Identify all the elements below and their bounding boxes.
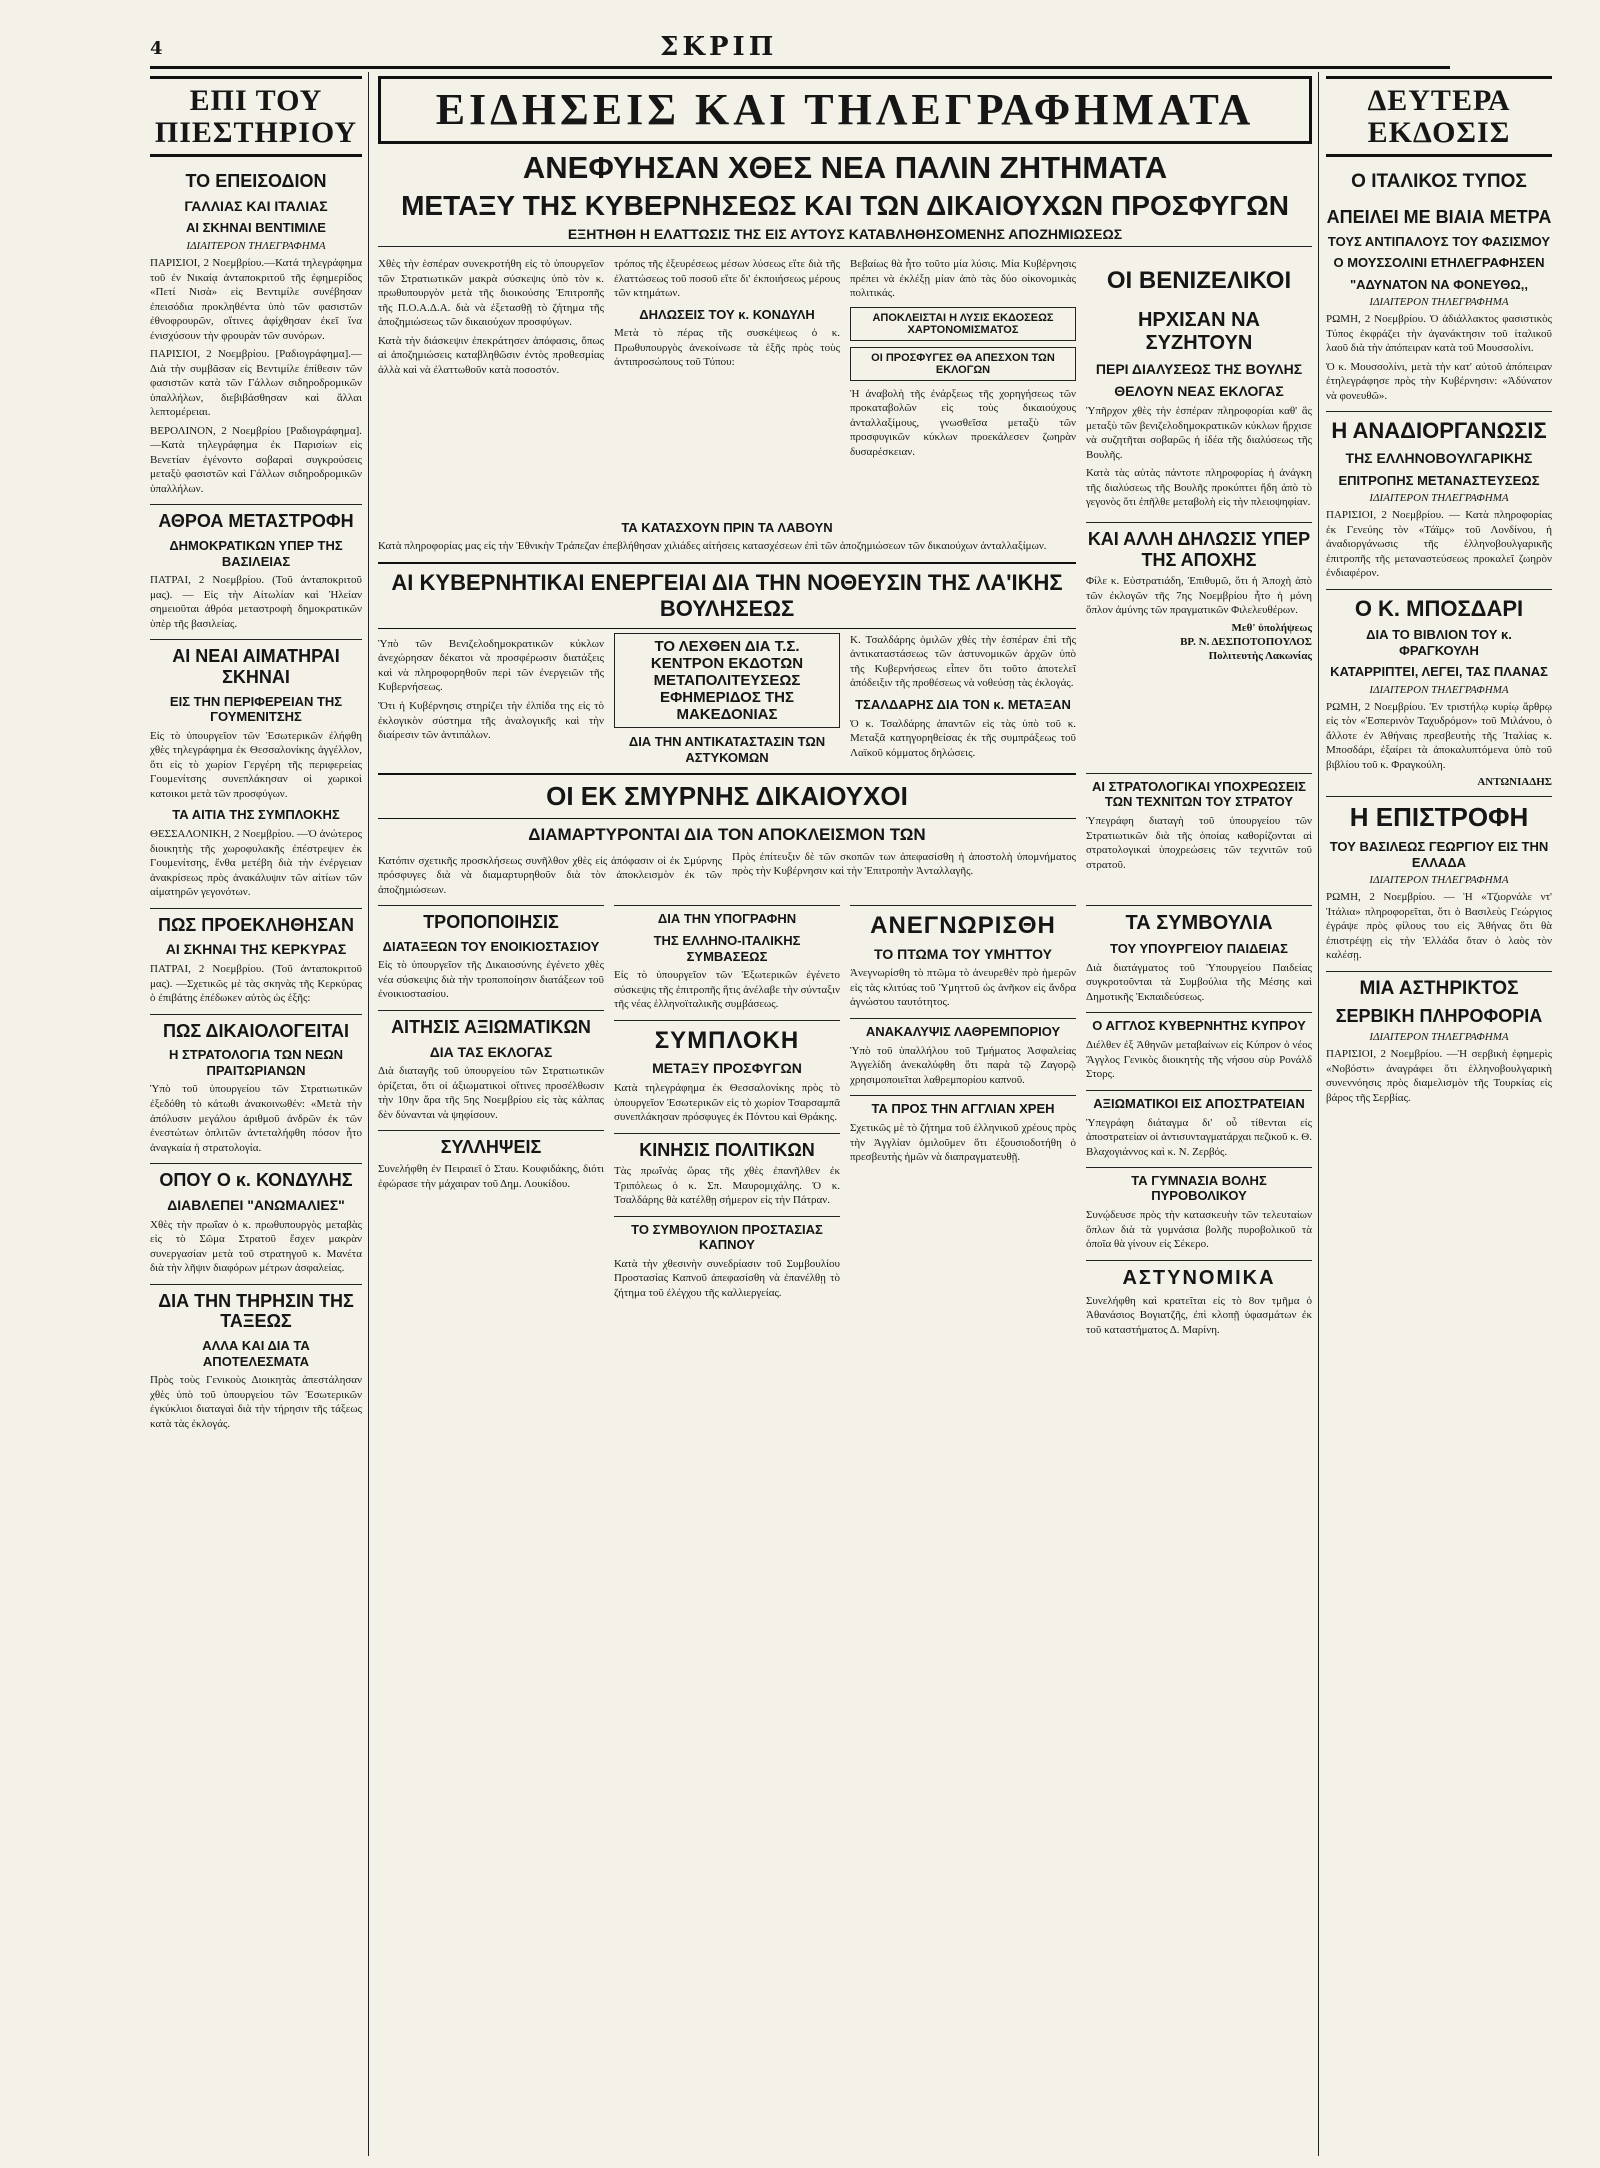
article-subheadline: ΤΟ ΠΤΩΜΑ ΤΟΥ ΥΜΗΤΤΟΥ [874,945,1052,962]
article-body: Διὰ διατάγματος τοῦ Ὑπουργείου Παιδείας συγκροτοῦνται τὰ Συμβούλια τῆς Μέσης καὶ Δημοτικῆς Ἐκπαιδεύσεως. [1086,961,1312,1003]
lead-subheadline: ΕΞΗΤΗΘΗ Η ΕΛΑΤΤΩΣΙΣ ΤΗΣ ΕΙΣ ΑΥΤΟΥΣ ΚΑΤΑΒΛΗΘΗΣΟΜΕΝΗΣ ΑΠΟΖΗΜΙΩΣΕΩΣ [378,226,1312,247]
article-body: Σχετικῶς μὲ τὸ ζήτημα τοῦ ἑλληνικοῦ χρέους πρὸς τὴν Ἀγγλίαν ὁμιλοῦμεν ὅτι ἐξουσιοδοτήθη ὁ πρεσβευτὴς ἡμῶν νὰ διαπραγματευθῇ. [850,1122,1076,1164]
left-column [150,76,362,2156]
article-body: Ὑπεγράφη διαταγὴ τοῦ ὑπουργείου τῶν Στρατιωτικῶν διὰ τῆς ὁποίας καθορίζονται αἱ στρατολογικαὶ ὑποχρεώσεις τῶν τεχνιτῶν τοῦ στρατοῦ. [1086,814,1312,871]
article-body: Ἀνεγνωρίσθη τὸ πτῶμα τὸ ἀνευρεθὲν πρὸ ἡμερῶν εἰς τὰς κλιτύας τοῦ Ὑμηττοῦ ὡς ἀνῆκον εἰς ἄνδρα ἀγνώστου ταυτότητος. [850,967,1076,1009]
article-subheadline: ΤΟΥ ΒΑΣΙΛΕΩΣ ΓΕΩΡΓΙΟΥ ΕΙΣ ΤΗΝ ΕΛΛΑΔΑ [1329,839,1549,870]
article-body: Μετὰ τὸ πέρας τῆς συσκέψεως ὁ κ. Πρωθυπουργὸς ἀνεκοίνωσε τὰ ἑξῆς πρὸς τοὺς ἀντιπροσώπους τοῦ Τύπου: [614,327,840,369]
right-column [1326,76,1552,2156]
article-body: ΡΩΜΗ, 2 Νοεμβρίου. — Ἡ «Τζιορνάλε ντ' Ἰτάλια» πληροφορεῖται, ὅτι ὁ Βασιλεὺς Γεώργιος ἐγράψε πρὸς φίλους του εἰς Ἀθήνας ὅτι θὰ ἐπιστρέψῃ εἰς τὴν Ἑλλάδα ὅταν ὁ λαὸς τὸν καλέσῃ. [1326,891,1552,962]
article-headline: Η ΕΠΙΣΤΡΟΦΗ [1326,796,1552,833]
article-headline: ΤΑ ΠΡΟΣ ΤΗΝ ΑΓΓΛΙΑΝ ΧΡΕΗ [850,1095,1076,1117]
article-body: Πρὸς τοὺς Γενικοὺς Διοικητὰς ἀπεστάλησαν χθὲς ὑπὸ τοῦ ὑπουργείου τῶν Ἐσωτερικῶν ἐγκύκλιοι διαταγαὶ διὰ τὴν τήρησιν τῆς τάξεως κατὰ τὰς ἐκλογάς. [150,1374,362,1430]
article-body: Κ. Τσαλδάρης ὁμιλῶν χθὲς τὴν ἑσπέραν ἐπὶ τῆς ἀντικαταστάσεως τῶν ἀστυνομικῶν ἀρχῶν ὑπὸ τῆς Κυβερνήσεως εἶπεν ὅτι τοῦτο ἀποτελεῖ ἀπόδειξιν τῆς προθέσεως νὰ νοθεύσῃ τὰς ἐκλογάς. [850,633,1076,690]
article-subheadline: ΟΙ ΠΡΟΣΦΥΓΕΣ ΘΑ ΑΠΕΣΧΟΝ ΤΩΝ ΕΚΛΟΓΩΝ [850,347,1076,381]
article-body: Ὁ κ. Μουσσολίνι, μετὰ τὴν κατ' αὐτοῦ ἀπόπειραν ἐτηλεγράφησε πρὸς τὴν Κυβέρνησιν: «Ἀδύνατον νὰ φονευθῶ». [1326,360,1552,402]
article-body: Ὑπὸ τοῦ ὑπουργείου τῶν Στρατιωτικῶν ἐξεδόθη τὸ κάτωθι ἀνακοινωθέν: «Μετὰ τὴν ἀπόλυσιν μεγάλου ἀριθμοῦ ἀνδρῶν ἐκ τῶν ἐνεστώτων ὁπλιτῶν ἀντεταλήφθη πόσον ἦτο ἀναγκαία ἡ στρατολογία. [150,1083,362,1154]
article-subheadline: Η ΣΤΡΑΤΟΛΟΓΙΑ ΤΩΝ ΝΕΩΝ ΠΡΑΙΤΩΡΙΑΝΩΝ [168,1047,344,1078]
article-subheadline: ΑΙ ΣΚΗΝΑΙ ΒΕΝΤΙΜΙΛΕ [186,220,326,236]
article-subheadline: "ΑΔΥΝΑΤΟΝ ΝΑ ΦΟΝΕΥΘΩ,, [1349,276,1529,292]
article-subheadline: ΔΗΜΟΚΡΑΤΙΚΩΝ ΥΠΕΡ ΤΗΣ ΒΑΣΙΛΕΙΑΣ [169,538,343,569]
article-headline: ΤΑ ΓΥΜΝΑΣΙΑ ΒΟΛΗΣ ΠΥΡΟΒΟΛΙΚΟΥ [1086,1167,1312,1204]
article-dateline: ΙΔΙΑΙΤΕΡΟΝ ΤΗΛΕΓΡΑΦΗΜΑ [1369,296,1509,309]
article-body: Διὰ διαταγῆς τοῦ ὑπουργείου τῶν Στρατιωτικῶν ὁρίζεται, ὅτι οἱ ἀξιωματικοὶ οἵτινες προσέλθωσιν τὴν 10ην ἄρα τῆς 5ης Νοεμβρίου εἰς τὰς κάλπας δὲν δύνανται νὰ ψηφίσουν. [378,1065,604,1121]
article-subheadline: ΔΙΑΒΛΕΠΕΙ "ΑΝΩΜΑΛΙΕΣ" [167,1196,345,1213]
header-rule [150,66,1450,69]
article-body: Πρὸς ἐπίτευξιν δὲ τῶν σκοπῶν των ἀπεφασίσθη ἡ ἀποστολὴ ὑπομνήματος πρὸς τὴν Κυβέρνησιν καὶ τὴν Ἐπιτροπὴν Ἀνταλλαγῆς. [732,850,1076,878]
article-subheadline: ΕΠΙΤΡΟΠΗΣ ΜΕΤΑΝΑΣΤΕΥΣΕΩΣ [1338,472,1540,488]
article-headline: ΑΙ ΚΥΒΕΡΝΗΤΙΚΑΙ ΕΝΕΡΓΕΙΑΙ ΔΙΑ ΤΗΝ ΝΟΘΕΥΣΙΝ ΤΗΣ ΛΑ'ΙΚΗΣ ΒΟΥΛΗΣΕΩΣ [378,562,1076,629]
article-headline: ΤΟ ΕΠΕΙΣΟΔΙΟΝ [185,171,327,191]
article-body: Κατὰ τὴν διάσκεψιν ἐπεκράτησεν ἀπόφασις, ὅπως αἱ ἀποζημιώσεις καταβληθῶσιν ἐντὸς προθεσμίας ἀλλὰ καὶ νὰ ἐλαττωθοῦν κατὰ ποσοστόν. [378,334,604,376]
article-headline: Ο Κ. ΜΠΟΣΔΑΡΙ [1326,589,1552,621]
article-headline: ΣΥΛΛΗΨΕΙΣ [378,1130,604,1158]
article-body: Ὑπὸ τῶν Βενιζελοδημοκρατικῶν κύκλων ἀνεχώρησαν δέκατοι νὰ προσφέρωσιν διατάξεις καὶ νὰ πληροφορηθοῦν περὶ τῶν ἐνεργειῶν τῆς Κυβερνήσεως. [378,637,604,694]
article-body: Κατὰ τὰς αὐτὰς πάντοτε πληροφορίας ἡ ἀνάγκη τῆς διαλύσεως τῆς Βουλῆς προκύπτει ἤδη ἀπὸ τὸ γεγονὸς ὅτι ἐπῆλθε μεταβολὴ εἰς τὴν πλειοψηφίαν. [1086,467,1312,509]
article-subheadline: Ο ΜΟΥΣΣΟΛΙΝΙ ΕΤΗΛΕΓΡΑΦΗΣΕΝ [1333,255,1545,271]
pull-quote: ΤΟ ΛΕΧΘΕΝ ΔΙΑ Τ.Σ. ΚΕΝΤΡΟΝ ΕΚΔΟΤΩΝ ΜΕΤΑΠΟΛΙΤΕΥΣΕΩΣ ΕΦΗΜΕΡΙΔΟΣ ΤΗΣ ΜΑΚΕΔΟΝΙΑΣ [614,633,840,728]
article-body: Χθὲς τὴν πρωΐαν ὁ κ. πρωθυπουργὸς μεταβὰς εἰς τὸ Σῶμα Στρατοῦ ἔσχεν μακρὰν συνεργασίαν μετὰ τοῦ στρατηγοῦ κ. Μανέτα διὰ τὴν λῆψιν διαφόρων μέτρων ἀσφαλείας. [150,1218,362,1275]
article-subheadline: ΤΣΑΛΔΑΡΗΣ ΔΙΑ ΤΟΝ κ. ΜΕΤΑΞΑΝ [855,696,1071,712]
article-subheadline: ΔΙΑΜΑΡΤΥΡΟΝΤΑΙ ΔΙΑ ΤΟΝ ΑΠΟΚΛΕΙΣΜΟΝ ΤΩΝ [528,825,926,845]
article-subheadline: ΣΕΡΒΙΚΗ ΠΛΗΡΟΦΟΡΙΑ [1335,1005,1543,1026]
article-subheadline: ΤΑ ΚΑΤΑΣΧΟΥΝ ΠΡΙΝ ΤΑ ΛΑΒΟΥΝ [621,519,833,535]
article-subheadline: ΤΟΥ ΥΠΟΥΡΓΕΙΟΥ ΠΑΙΔΕΙΑΣ [1110,941,1288,957]
article-body: Βεβαίως θὰ ἦτο τοῦτο μία λύσις. Μία Κυβέρνησις πρέπει νὰ ἐκλέξῃ μίαν ἀπὸ τὰς δύο οἰκονομικὰς πολιτικάς. [850,258,1076,300]
article-body: ΠΑΡΙΣΙΟΙ, 2 Νοεμβρίου. [Ραδιογράφημα].—Διὰ τὴν συμβᾶσαν εἰς Βεντιμίλε ἐπίθεσιν τῶν φασιστῶν κατὰ τῶν Γάλλων σιδηροδρομικῶν ὑπαλλήλων, διεβιβάσθησαν καὶ ἄλλαι λεπτομέρειαι. [150,348,362,419]
article-subheadline: ΠΕΡΙ ΔΙΑΛΥΣΕΩΣ ΤΗΣ ΒΟΥΛΗΣ [1095,360,1303,377]
article-headline: ΠΩΣ ΔΙΚΑΙΟΛΟΓΕΙΤΑΙ [150,1014,362,1042]
signature: ΑΝΤΩΝΙΑΔΗΣ [1477,776,1552,789]
article-body: Ὑπῆρχον χθὲς τὴν ἑσπέραν πληροφορίαι καθ' ἃς μεταξὺ τῶν βενιζελοδημοκρατικῶν κύκλων ἤρχισε νὰ συζητῆται σοβαρῶς ἡ ἰδέα τῆς διαλύσεως τῆς Βουλῆς. [1086,405,1312,461]
article-body: Ὅτι ἡ Κυβέρνησις στηρίζει τὴν ἐλπίδα της εἰς τὸ ἐκλογικὸν σύστημα τῆς ἀναλογικῆς καὶ τὴν διαίρεσιν τῶν ἀντιπάλων. [378,699,604,742]
article-subheadline: ΜΕΤΑΞΥ ΠΡΟΣΦΥΓΩΝ [652,1060,802,1077]
article-body: Συνελήφθη ἐν Πειραιεῖ ὁ Σταυ. Κουφιδάκης, διότι ἐφώρασε τὴν μάχαιραν τοῦ Δημ. Λουκίδου. [378,1163,604,1190]
lead-headline: ΜΕΤΑΞΥ ΤΗΣ ΚΥΒΕΡΝΗΣΕΩΣ ΚΑΙ ΤΩΝ ΔΙΚΑΙΟΥΧΩΝ ΠΡΟΣΦΥΓΩΝ [401,189,1289,221]
article-headline: ΑΙ ΝΕΑΙ ΑΙΜΑΤΗΡΑΙ ΣΚΗΝΑΙ [150,639,362,687]
article-subheadline: ΑΠΟΚΛΕΙΣΤΑΙ Η ΛΥΣΙΣ ΕΚΔΟΣΕΩΣ ΧΑΡΤΟΝΟΜΙΣΜΑΤΟΣ [850,307,1076,341]
article-body: ΠΑΡΙΣΙΟΙ, 2 Νοεμβρίου. —Ἡ σερβικὴ ἐφημερὶς «Νοβόστι» ἀναγράφει ὅτι ἑλληνοβουλγαρικὴ συνεννόησις πρὸς διαμελισμὸν τῆς Τουρκίας εἰς βάρος τῆς Σερβίας. [1326,1048,1552,1104]
article-body: ΠΑΡΙΣΙΟΙ, 2 Νοεμβρίου.—Κατά τηλεγράφημα τοῦ ἐν Νικαίᾳ ἀνταποκριτοῦ τῆς ἐφημερίδος «Πετί Νισὰ» εἰς Βεντιμίλε συνέβησαν ἐπεισόδια προκληθέντα ὑπὸ τῶν φασιστῶν ἐθνοφρουρῶν, οἵτινες ἀφίχθησαν ἐκεῖ ἵνα ἐνισχύσουν τὴν φρουρὰν τῶν συνόρων. [150,257,362,342]
article-body: ΡΩΜΗ, 2 Νοεμβρίου. Ἐν τριστήλῳ κυρίῳ ἄρθρῳ εἰς τὸν «Ἐσπερινὸν Ταχυδρόμον» τοῦ Μιλάνου, ὁ ἄλλοτε ἐν Ἀθήναις πρεσβευτὴς τῆς Ἰταλίας κ. Μποσδάρι, ἐξαίρει τὰ ἀποκαλυπτόμενα ὑπὸ τοῦ βιβλίου τοῦ κ. Φραγκούλη. [1326,700,1552,771]
column-divider [1318,72,1319,2156]
article-body: Κατόπιν σχετικῆς προσκλήσεως συνῆλθον χθὲς εἰς ἀπόφασιν οἱ ἐκ Σμύρνης πρόσφυγες διὰ νὰ διαμαρτυρηθοῦν διὰ τὸν ἀποκλεισμὸν ἐκ τῶν ἀποζημιώσεων. [378,854,722,896]
article-body: ΒΕΡΟΛΙΝΟΝ, 2 Νοεμβρίου [Ραδιογράφημα].—Κατὰ τηλεγράφημα ἐκ Παρισίων εἰς Βενετίαν ἐγένοντο σοβαραὶ συγκρούσεις μεταξὺ φασιστῶν καὶ Γάλλων σιδηροδρομικῶν ὑπαλλήλων. [150,424,362,495]
article-subheadline: ΑΙ ΣΚΗΝΑΙ ΤΗΣ ΚΕΡΚΥΡΑΣ [165,941,347,958]
article-body: Κατὰ τὴν χθεσινὴν συνεδρίασιν τοῦ Συμβουλίου Προστασίας Καπνοῦ ἀπεφασίσθη νὰ ἐπανέλθῃ τὸ ζήτημα τοῦ ἐλέγχου τῆς καλλιεργείας. [614,1257,840,1299]
article-subheadline: ΓΑΛΛΙΑΣ ΚΑΙ ΙΤΑΛΙΑΣ [184,197,328,214]
article-body: Εἰς τὸ ὑπουργεῖον τῆς Δικαιοσύνης ἐγένετο χθὲς νέα σύσκεψις διὰ τὴν τροποποίησιν διατάξεων τοῦ ἐνοικιοστασίου. [378,959,604,1001]
article-subheadline: ΤΗΣ ΕΛΛΗΝΟ-ΙΤΑΛΙΚΗΣ ΣΥΜΒΑΣΕΩΣ [653,932,801,964]
article-subheadline: ΤΟΥΣ ΑΝΤΙΠΑΛΟΥΣ ΤΟΥ ΦΑΣΙΣΜΟΥ [1327,233,1551,249]
article-headline: ΤΡΟΠΟΠΟΙΗΣΙΣ [378,905,604,933]
article-headline: ΚΑΙ ΑΛΛΗ ΔΗΛΩΣΙΣ ΥΠΕΡ ΤΗΣ ΑΠΟΧΗΣ [1086,522,1312,570]
article-body: Εἰς τὸ ὑπουργεῖον τῶν Ἐσωτερικῶν ἐλήφθη χθὲς τηλεγράφημα ἐκ Θεσσαλονίκης ἀγγέλλον, ὅτι εἰς τὸ χωρίον Γεργέρη τῆς περιφερείας Γουμενίτσης συνεπλάκησαν οἱ χωρικοὶ κατοικοι μετὰ τῶν προσφύγων. [150,729,362,800]
article-dateline: ΙΔΙΑΙΤΕΡΟΝ ΤΗΛΕΓΡΑΦΗΜΑ [1369,492,1509,505]
article-headline: ΚΙΝΗΣΙΣ ΠΟΛΙΤΙΚΩΝ [614,1133,840,1161]
article-headline: ΔΙΑ ΤΗΝ ΤΗΡΗΣΙΝ ΤΗΣ ΤΑΞΕΩΣ [150,1284,362,1332]
article-body: Συνελήφθη καὶ κρατεῖται εἰς τὸ 8ον τμῆμα ὁ Ἀθανάσιος Βογιατζῆς, ἐπὶ κλοπῇ ὑφασμάτων ἐκ τοῦ καταστήματος Δ. Μαρίνη. [1086,1294,1312,1336]
article-body: Ἡ ἀναβολὴ τῆς ἐνάρξεως τῆς χορηγήσεως τῶν προκαταβολῶν εἰς τοὺς δικαιούχους ἀνταλλαξίμους, γνωσθεῖσα μεταξὺ τῶν προσφυγικῶν κύκλων προεκάλεσεν ζωηρὰν δυσαρέσκειαν. [850,387,1076,458]
article-headline: ΟΠΟΥ Ο κ. ΚΟΝΔΥΛΗΣ [150,1163,362,1191]
article-subheadline: ΤΑ ΑΙΤΙΑ ΤΗΣ ΣΥΜΠΛΟΚΗΣ [172,807,340,823]
article-headline: Ο ΙΤΑΛΙΚΟΣ ΤΥΠΟΣ [1351,171,1527,192]
article-body: ΠΑΡΙΣΙΟΙ, 2 Νοεμβρίου. — Κατὰ πληροφορίας ἐκ Γενεύης τὸν «Τάϊμς» τοῦ Λονδίνου, ἡ ἀναδιοργάνωσις τῆς ἑλληνοβουλγαρικῆς ἐπιτροπῆς τῆς μεταναστεύσεως προκαλεῖ ζωηρὸν ἐνδιαφέρον. [1326,509,1552,580]
article-headline: ΜΙΑ ΑΣΤΗΡΙΚΤΟΣ [1326,971,1552,1000]
article-headline: ΔΙΑ ΤΗΝ ΥΠΟΓΡΑΦΗΝ [614,905,840,927]
article-body: Εἰς τὸ ὑπουργεῖον τῶν Ἐξωτερικῶν ἐγένετο σύσκεψις τῆς ἐπιτροπῆς ἥτις ἀνέλαβε τὴν σύνταξιν τῆς νέας ἑλληνοϊταλικῆς συμβάσεως. [614,969,840,1011]
article-headline: ΑΝΑΚΑΛΥΨΙΣ ΛΑΘΡΕΜΠΟΡΙΟΥ [850,1018,1076,1040]
article-body: Ὑπὸ τοῦ ὑπαλλήλου τοῦ Τμήματος Ἀσφαλείας Ἀγγελίδη ἀνεκαλύφθη ὅτι παρὰ τῷ Ζαγορῷ χρησιμοποιεῖται λαθρεμπορίου καπνοῦ. [850,1044,1076,1086]
article-headline: ΑΣΤΥΝΟΜΙΚΑ [1086,1260,1312,1290]
article-subheadline: ΔΙΑ ΤΑΣ ΕΚΛΟΓΑΣ [429,1043,553,1060]
article-headline: ΑΘΡΟΑ ΜΕΤΑΣΤΡΟΦΗ [150,504,362,532]
article-headline: ΠΩΣ ΠΡΟΕΚΛΗΘΗΣΑΝ [150,908,362,936]
article-body: Φίλε κ. Εὐστρατιάδη, Ἐπιθυμῶ, ὅτι ἡ Ἀποχὴ ἀπὸ τῶν ἐκλογῶν τῆς 7ης Νοεμβρίου ἦτο ἡ μόνη ὅπλον ἀμύνης τῶν πραγματικῶν Φιλελευθέρων. [1086,575,1312,617]
lead-article-grid [378,253,1312,1341]
article-dateline: ΙΔΙΑΙΤΕΡΟΝ ΤΗΛΕΓΡΑΦΗΜΑ [1369,874,1509,887]
section-title-right: ΔΕΥΤΕΡΑ ΕΚΔΟΣΙΣ [1326,76,1552,157]
paper-masthead: ΣΚΡΙΠ [660,32,778,62]
article-subheadline: ΔΙΑ ΤΟ ΒΙΒΛΙΟΝ ΤΟΥ κ. ΦΡΑΓΚΟΥΛΗ [1366,626,1512,658]
center-column [378,76,1312,2156]
article-headline: ΑΙ ΣΤΡΑΤΟΛΟΓΙΚΑΙ ΥΠΟΧΡΕΩΣΕΙΣ ΤΩΝ ΤΕΧΝΙΤΩΝ ΤΟΥ ΣΤΡΑΤΟΥ [1086,773,1312,810]
article-body: Συνῴδευσε πρὸς τὴν κατασκευὴν τῶν τελευταίων ὅπλων διὰ τὰ γυμνάσια βολῆς πυροβολικοῦ τὰ ὁποῖα θὰ γίνουν εἰς Σέκερο. [1086,1209,1312,1251]
lead-headline: ΑΝΕΦΥΗΣΑΝ ΧΘΕΣ ΝΕΑ ΠΑΛΙΝ ΖΗΤΗΜΑΤΑ [522,150,1168,186]
article-subheadline: ΕΙΣ ΤΗΝ ΠΕΡΙΦΕΡΕΙΑΝ ΤΗΣ ΓΟΥΜΕΝΙΤΣΗΣ [169,693,343,725]
page-number: 4 [150,38,163,59]
article-subheadline: ΘΕΛΟΥΝ ΝΕΑΣ ΕΚΛΟΓΑΣ [1114,383,1284,400]
article-headline: ΣΥΜΠΛΟΚΗ [614,1020,840,1055]
article-subheadline: ΔΙΑ ΤΗΝ ΑΝΤΙΚΑΤΑΣΤΑΣΙΝ ΤΩΝ ΑΣΤΥΚΟΜΩΝ [628,733,826,765]
signature: Μεθ' ὑπολήψεως [1231,621,1312,634]
article-headline: Η ΑΝΑΔΙΟΡΓΑΝΩΣΙΣ [1326,411,1552,443]
article-subheadline: ΚΑΤΑΡΡΙΠΤΕΙ, ΛΕΓΕΙ, ΤΑΣ ΠΛΑΝΑΣ [1330,664,1548,680]
article-dateline: ΙΔΙΑΙΤΕΡΟΝ ΤΗΛΕΓΡΑΦΗΜΑ [1369,1031,1509,1044]
section-banner: ΕΙΔΗΣΕΙΣ ΚΑΙ ΤΗΛΕΓΡΑΦΗΜΑΤΑ [378,76,1312,144]
article-body: Διέλθεν ἐξ Ἀθηνῶν μεταβαίνων εἰς Κύπρον ὁ νέος Ἄγγλος Γενικὸς διοικητὴς τῆς νήσου σὺρ Ρονάλδ Στορς. [1086,1039,1312,1081]
article-body: ΘΕΣΣΑΛΟΝΙΚΗ, 2 Νοεμβρίου. —Ὁ ἀνώτερος διοικητὴς τῆς χωροφυλακῆς ἐπέστρεψεν ἐκ Γουμενίτσης, ἔνθα μετέβη διὰ τὴν ἐνέργειαν ἀνακρίσεως πρὸς ἀνακάλυψιν τῶν αἰτίων τῶν αἱματηρῶν γεγονότων. [150,828,362,899]
section-title-left: ΕΠΙ ΤΟΥ ΠΙΕΣΤΗΡΙΟΥ [150,76,362,157]
article-subheadline: ΔΙΑΤΑΞΕΩΝ ΤΟΥ ΕΝΟΙΚΙΟΣΤΑΣΙΟΥ [382,938,600,954]
column-divider [368,72,369,2156]
article-subheadline: ΑΛΛΑ ΚΑΙ ΔΙΑ ΤΑ ΑΠΟΤΕΛΕΣΜΑΤΑ [202,1337,310,1369]
signature: ΒΡ. Ν. ΔΕΣΠΟΤΟΠΟΥΛΟΣ [1180,635,1312,648]
article-headline: ΟΙ ΒΕΝΙΖΕΛΙΚΟΙ [1106,267,1292,295]
article-body: Κατὰ πληροφορίας μας εἰς τὴν Ἐθνικὴν Τράπεζαν ἐπεβλήθησαν χιλιάδες αἰτήσεις κατασχέσεων ἐπὶ τῶν ἀποζημιώσεων τῶν δικαιούχων ἀνταλλαξίμων. [378,540,1047,553]
article-subheadline: ΤΗΣ ΕΛΛΗΝΟΒΟΥΛΓΑΡΙΚΗΣ [1345,449,1533,466]
article-body: ΠΑΤΡΑΙ, 2 Νοεμβρίου. (Τοῦ ἀνταποκριτοῦ μας). — Εἰς τὴν Αἰτωλίαν καὶ Ἠλείαν σημειοῦται ἀθρόα μεταστροφὴ δημοκρατικῶν ὑπὲρ τῆς βασιλείας. [150,574,362,630]
article-body: Κατὰ τηλεγράφημα ἐκ Θεσσαλονίκης πρὸς τὸ ὑπουργεῖον Ἐσωτερικῶν εἰς τὸ χωρίον Τσαρσαμπᾶ συνεπλάκησαν πρόσφυγες ἐκ Πόντου καὶ Θράκης. [614,1082,840,1124]
article-headline: ΑΙΤΗΣΙΣ ΑΞΙΩΜΑΤΙΚΩΝ [378,1010,604,1038]
article-headline: ΤΑ ΣΥΜΒΟΥΛΙΑ [1086,905,1312,935]
article-body: ΡΩΜΗ, 2 Νοεμβρίου. Ὁ ἀδιάλλακτος φασιστικὸς Τύπος ἐκφράζει τὴν ἀγανάκτησιν τοῦ ἰταλικοῦ λαοῦ διὰ τὴν ἀπόπειραν κατὰ τοῦ Μουσσολίνι. [1326,313,1552,355]
article-headline: ΑΝΕΓΝΩΡΙΣΘΗ [850,905,1076,940]
article-headline: Ο ΑΓΓΛΟΣ ΚΥΒΕΡΝΗΤΗΣ ΚΥΠΡΟΥ [1086,1012,1312,1034]
article-dateline: ΙΔΙΑΙΤΕΡΟΝ ΤΗΛΕΓΡΑΦΗΜΑ [186,240,326,253]
article-headline: ΤΟ ΣΥΜΒΟΥΛΙΟΝ ΠΡΟΣΤΑΣΙΑΣ ΚΑΠΝΟΥ [614,1216,840,1253]
article-body: Ὑπεγράφη διάταγμα δι' οὗ τίθενται εἰς ἀποστρατείαν οἱ ἀντισυνταγματάρχαι πεζικοῦ κ. Θ. Βλαχογιάννος καὶ κ. Ν. Ζερβός. [1086,1116,1312,1158]
article-body: Τὰς πρωΐνὰς ὥρας τῆς χθὲς ἐπανῆλθεν ἐκ Τριπόλεως ὁ κ. Σπ. Μαυρομιχάλης. Ὁ κ. Τσαλδάρης θὰ κατέλθῃ σήμερον εἰς τὴν Πάτραν. [614,1165,840,1207]
signature: Πολιτευτὴς Λακωνίας [1208,649,1312,662]
article-headline: ΗΡΧΙΣΑΝ ΝΑ ΣΥΖΗΤΟΥΝ [1137,308,1260,354]
article-dateline: ΙΔΙΑΙΤΕΡΟΝ ΤΗΛΕΓΡΑΦΗΜΑ [1369,683,1509,696]
article-subheadline: ΔΗΛΩΣΕΙΣ ΤΟΥ κ. ΚΟΝΔΥΛΗ [639,306,815,322]
article-headline: ΑΞΙΩΜΑΤΙΚΟΙ ΕΙΣ ΑΠΟΣΤΡΑΤΕΙΑΝ [1086,1090,1312,1112]
article-headline: ΟΙ ΕΚ ΣΜΥΡΝΗΣ ΔΙΚΑΙΟΥΧΟΙ [378,773,1076,819]
article-body: Χθὲς τὴν ἑσπέραν συνεκροτήθη εἰς τὸ ὑπουργεῖον τῶν Στρατιωτικῶν μακρὰ σύσκεψις ὑπὸ τὸν κ. πρωθυπουργὸν μετὰ τῆς διοικούσης Ἐπιτροπῆς τῆς Π.Ο.Α.Δ.Α. διὰ νὰ ἐξετασθῇ τὸ ζήτημα τῆς ἀποζημιώσεως τῶν δικαιούχων προσφύγων. [378,258,604,329]
article-body: ΠΑΤΡΑΙ, 2 Νοεμβρίου. (Τοῦ ἀνταποκριτοῦ μας). —Σχετικῶς μὲ τὰς σκηνὰς τῆς Κερκύρας ὁ ἐπιβάτης ἐπέδωκεν αὐτὸς ὡς ἑξῆς: [150,963,362,1005]
article-body: τρόπος τῆς ἐξευρέσεως μέσων λύσεως εἴτε διὰ τῆς ἐλαττώσεως τοῦ ποσοῦ εἴτε δι' ἐκποιήσεως μέρους τῶν κτημάτων. [614,258,840,300]
article-headline: ΑΠΕΙΛΕΙ ΜΕ ΒΙΑΙΑ ΜΕΤΡΑ [1326,206,1552,227]
article-body: Ὁ κ. Τσαλδάρης ἀπαντῶν εἰς τὰς ὑπὸ τοῦ κ. Μεταξᾶ κατηγορηθείσας ἐκ τῆς συμπράξεως τοῦ Λαϊκοῦ κόμματος δηλώσεις. [850,717,1076,759]
